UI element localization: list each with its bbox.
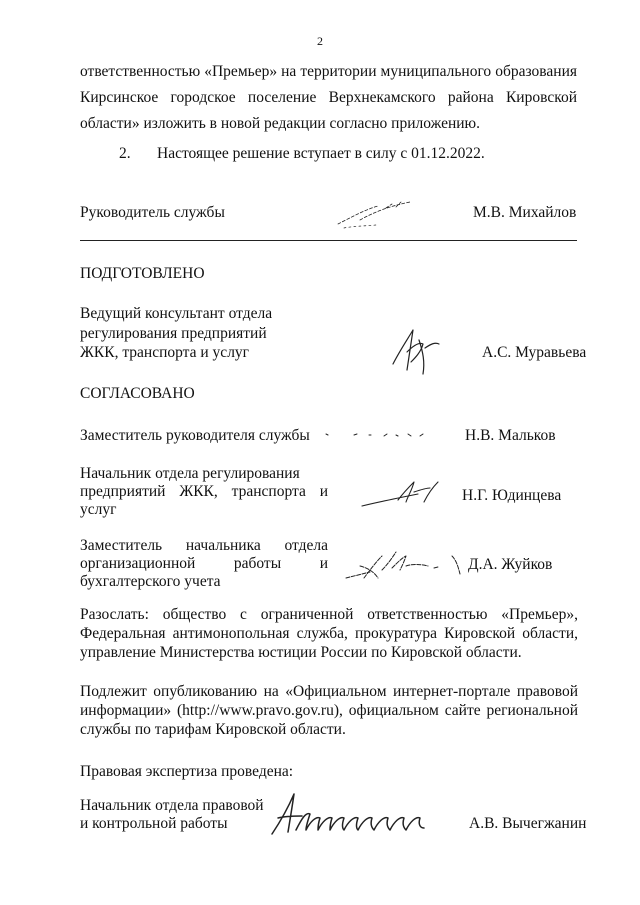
head-title: Руководитель службы bbox=[80, 204, 225, 221]
head-name: М.В. Михайлов bbox=[473, 204, 577, 221]
intro-line-3: области» изложить в новой редакции согласно приложению. bbox=[80, 115, 481, 132]
prepared-line-3: ЖКК, транспорта и услуг bbox=[80, 344, 250, 361]
agreed-p2-name: Н.Г. Юдинцева bbox=[462, 487, 562, 504]
prepared-name: А.С. Муравьева bbox=[482, 344, 587, 361]
publication-line-2: информации» (http://www.pravo.gov.ru), официальном сайте региональной bbox=[80, 702, 578, 719]
distribution-line-2: Федеральная антимонопольная служба, прокуратура Кировской области, bbox=[80, 625, 578, 642]
prepared-signature bbox=[385, 322, 445, 384]
agreed-p2-line-3: услуг bbox=[80, 501, 117, 518]
item-number: 2. bbox=[119, 145, 131, 162]
publication-line-1: Подлежит опубликованию на «Официальном интернет-портале правовой bbox=[80, 683, 578, 700]
intro-line-2: Кирсинское городское поселение Верхнекамского района Кировской bbox=[80, 89, 577, 106]
agreed-p3-line-2: организационной работы и bbox=[80, 555, 328, 572]
distribution-line-3: управление Министерства юстиции России по Кировской области. bbox=[80, 644, 522, 661]
agreed-p1-name: Н.В. Мальков bbox=[465, 427, 556, 444]
distribution-line-1: Разослать: общество с ограниченной ответственностью «Премьер», bbox=[80, 606, 578, 623]
agreed-p3-line-1: Заместитель начальника отдела bbox=[80, 537, 328, 554]
agreed-p2-signature bbox=[358, 478, 443, 510]
publication-line-3: службы по тарифам Кировской области. bbox=[80, 721, 346, 738]
intro-line-1: ответственностью «Премьер» на территории муниципального образования bbox=[80, 63, 577, 80]
prepared-heading: ПОДГОТОВЛЕНО bbox=[80, 265, 205, 282]
separator-line bbox=[80, 240, 577, 241]
legal-line-2: и контрольной работы bbox=[80, 815, 228, 832]
agreed-p3-name: Д.А. Жуйков bbox=[468, 556, 553, 573]
agreed-p1-title: Заместитель руководителя службы bbox=[80, 427, 310, 444]
page-number: 2 bbox=[317, 34, 323, 48]
head-signature bbox=[330, 196, 420, 236]
agreed-p2-line-2: предприятий ЖКК, транспорта и bbox=[80, 483, 328, 500]
agreed-p1-signature bbox=[324, 426, 434, 442]
legal-name: А.В. Вычегжанин bbox=[469, 815, 587, 832]
prepared-line-1: Ведущий консультант отдела bbox=[80, 305, 273, 322]
item-text: Настоящее решение вступает в силу с 01.12.2022. bbox=[157, 145, 485, 162]
agreed-p3-line-3: бухгалтерского учета bbox=[80, 573, 221, 590]
agreed-p3-signature bbox=[342, 546, 472, 584]
legal-statement: Правовая экспертиза проведена: bbox=[80, 763, 294, 780]
agreed-heading: СОГЛАСОВАНО bbox=[80, 385, 195, 402]
legal-signature bbox=[262, 788, 434, 840]
legal-line-1: Начальник отдела правовой bbox=[80, 797, 264, 814]
prepared-line-2: регулирования предприятий bbox=[80, 325, 267, 342]
agreed-p2-line-1: Начальник отдела регулирования bbox=[80, 465, 300, 482]
